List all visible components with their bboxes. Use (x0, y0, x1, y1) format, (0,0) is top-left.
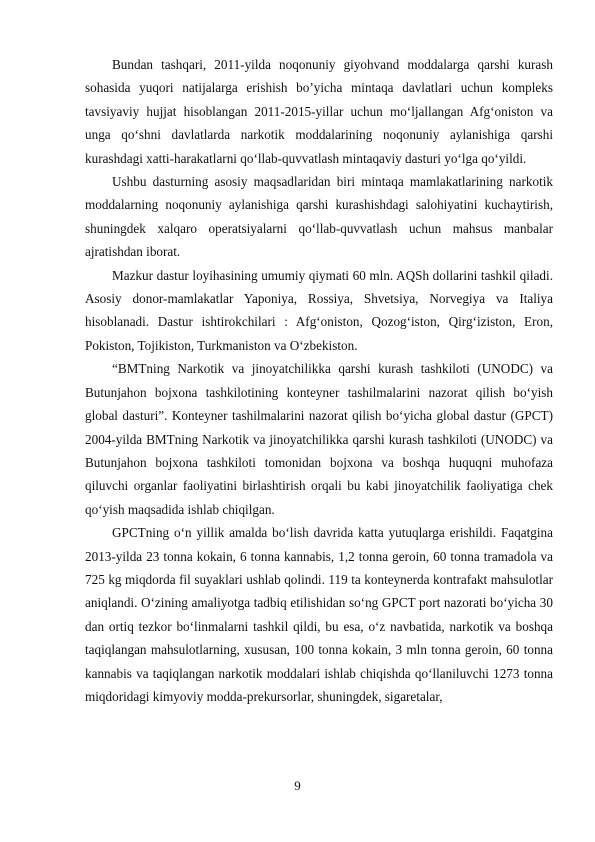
paragraph-2: Ushbu dasturning asosiy maqsadlaridan biri mintaqa mamlakatlarining narkotik moddalarning noqonuniy aylanishiga qarshi kurashishdagi salohiyatini kuchaytirish, shuningdek xalqaro operatsiyalarni qo‘llab-quvvatlash uchun mahsus manbalar ajratishdan iborat. (85, 174, 553, 260)
paragraph-4: “BMTning Narkotik va jinoyatchilikka qarshi kurash tashkiloti (UNODC) va Butunjahon bojxona tashkilotining konteyner tashilmalarini nazorat qilish bo‘yish global dasturi”. Konteyner tashilmalarini nazorat qilish bo‘yicha global dastur (GPCT) 2004-yilda BMTning Narkotik va jinoyatchilikka qarshi kurash tashkiloti (UNODC) va Butunjahon bojxona tashkiloti tomonidan bojxona va boshqa huquqni muhofaza qiluvchi organlar faoliyatini birlashtirish orqali bu kabi jinoyatchilik faoliyatiga chek qo‘yish maqsadida ishlab chiqilgan. (85, 361, 553, 517)
paragraph-1: Bundan tashqari, 2011-yilda noqonuniy giyohvand moddalarga qarshi kurash sohasida yuqori natijalarga erishish bo’yicha mintaqa davlatlari uchun kompleks tavsiyaviy hujjat hisoblangan 2011-2015-yillar uchun mo‘ljallangan Afg‘oniston va unga qo‘shni davlatlarda narkotik moddalarining noqonuniy aylanishiga qarshi kurashdagi xatti-harakatlarni qo‘llab-quvvatlash mintaqaviy dasturi yo‘lga qo‘yildi. (85, 57, 553, 166)
page-number: 9 (294, 778, 301, 793)
paragraph-3: Mazkur dastur loyihasining umumiy qiymati 60 mln. AQSh dollarini tashkil qiladi. Asosiy donor-mamlakatlar Yaponiya, Rossiya, Shvetsiya, Norvegiya va Italiya hisoblanadi. Dastur ishtirokchilari : Afg‘oniston, Qozog‘iston, Qirg‘iziston, Eron, Pokiston, Tojikiston, Turkmaniston va O‘zbekiston. (85, 267, 553, 353)
document-body (85, 53, 553, 708)
paragraph-5: GPCTning o‘n yillik amalda bo‘lish davrida katta yutuqlarga erishildi. Faqatgina 2013-yilda 23 tonna kokain, 6 tonna kannabis, 1,2 tonna geroin, 60 tonna tramadola va 725 kg miqdorda fil suyaklari ushlab qolindi. 119 ta konteynerda kontrafakt mahsulotlar aniqlandi. O‘zining amaliyotga tadbiq etilishidan so‘ng GPCT port nazorati bo‘yicha 30 dan ortiq tezkor bo‘linmalarni tashkil qildi, bu esa, o‘z navbatida, narkotik va boshqa taqiqlangan mahsulotlarning, xususan, 100 tonna kokain, 3 mln tonna geroin, 60 tonna kannabis va taqiqlangan narkotik moddalari ishlab chiqishda qo‘llaniluvchi 1273 tonna miqdoridagi kimyoviy modda-prekursorlar, shuningdek, sigaretalar, (85, 525, 553, 704)
